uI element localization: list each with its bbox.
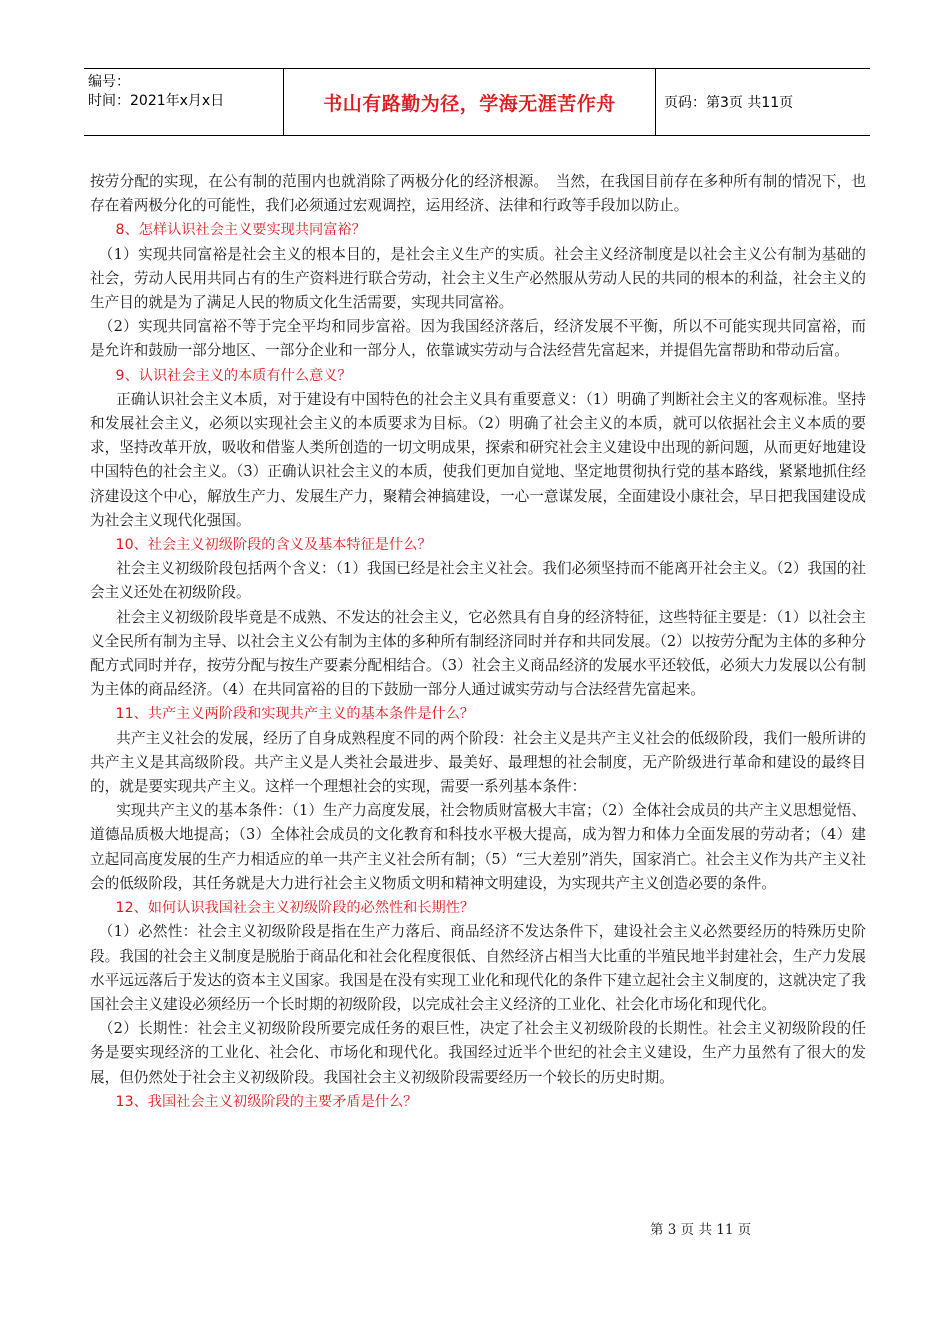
body-paragraph: 社会主义初级阶段毕竟是不成熟、不发达的社会主义，它必然具有自身的经济特征，这些特征主要是：（1）以社会主义全民所有制为主导、以社会主义公有制为主体的多种所有制经济同时并存和共同发展。（2）以按劳分配为主体的多种分配方式同时并存，按劳分配与按生产要素分配相结合。（3）社会主义商品经济的发展水平还较低，必须大力发展以公有制为主体的商品经济。（4）在共同富裕的目的下鼓励一部分人通过诚实劳动与合法经营先富起来。 — [90, 608, 866, 699]
question-heading: 9、认识社会主义的本质有什么意义？ — [115, 367, 352, 384]
document-time-label: 时间：2021年x月x日 — [88, 93, 225, 109]
body-paragraph: （1）实现共同富裕是社会主义的根本目的，是社会主义生产的实质。社会主义经济制度是以社会主义公有制为基础的社会，劳动人民用共同占有的生产资料进行联合劳动，社会主义生产必然服从劳动人民的共同的根本的利益，社会主义的生产目的就是为了满足人民的物质文化生活需要，实现共同富裕。 — [90, 245, 866, 312]
question-heading: 13、我国社会主义初级阶段的主要矛盾是什么？ — [115, 1093, 418, 1110]
body-paragraph: 社会主义初级阶段包括两个含义：（1）我国已经是社会主义社会。我们必须坚持而不能离开社会主义。（2）我国的社会主义还处在初级阶段。 — [90, 560, 866, 602]
page-footer: 第 3 页 共 11 页 — [650, 1222, 752, 1238]
body-paragraph: 共产主义社会的发展，经历了自身成熟程度不同的两个阶段：社会主义是共产主义社会的低级阶段，我们一般所讲的共产主义是其高级阶段。共产主义是人类社会最进步、最美好、最理想的社会制度，无产阶级进行革命和建设的最终目的，就是要实现共产主义。这样一个理想社会的实现，需要一系列基本条件： — [90, 729, 866, 796]
body-paragraph: （1）必然性：社会主义初级阶段是指在生产力落后、商品经济不发达条件下，建设社会主义必然要经历的特殊历史阶段。我国的社会主义制度是脱胎于商品化和社会化程度很低、自然经济占相当大比重的半殖民地半封建社会，生产力发展水平远远落后于发达的资本主义国家。我国是在没有实现工业化和现代化的条件下建立起社会主义制度的，这就决定了我国社会主义建设必须经历一个长时期的初级阶段，以完成社会主义经济的工业化、社会化市场化和现代化。 — [90, 923, 866, 1013]
header-left-cell — [84, 69, 284, 135]
header-motto: 书山有路勤为径，学海无涯苦作舟 — [284, 69, 656, 135]
body-paragraph: 正确认识社会主义本质，对于建设有中国特色的社会主义具有重要意义：（1）明确了判断社会主义的客观标准。坚持和发展社会主义，必须以实现社会主义的本质要求为目标。（2）明确了社会主义的本质，就可以依据社会主义本质的要求，坚持改革开放，吸收和借鉴人类所创造的一切文明成果，探索和研究社会主义建设中出现的新问题，从而更好地建设中国特色的社会主义。（3）正确认识社会主义的本质，使我们更加自觉地、坚定地贯彻执行党的基本路线，紧紧地抓住经济建设这个中心，解放生产力、发展生产力，聚精会神搞建设，一心一意谋发展，全面建设小康社会，早日把我国建设成为社会主义现代化强国。 — [90, 390, 866, 529]
header-table — [84, 68, 870, 136]
question-heading: 11、共产主义两阶段和实现共产主义的基本条件是什么？ — [115, 706, 475, 723]
question-heading: 10、社会主义初级阶段的含义及基本特征是什么？ — [115, 537, 432, 554]
body-paragraph: （2）实现共同富裕不等于完全平均和同步富裕。因为我国经济落后，经济发展不平衡，所以不可能实现共同富裕，而是允许和鼓励一部分地区、一部分企业和一部分人，依靠诚实劳动与合法经营先富起来，并提倡先富帮助和带动后富。 — [90, 318, 866, 360]
question-heading: 12、如何认识我国社会主义初级阶段的必然性和长期性？ — [115, 900, 475, 917]
question-heading: 8、怎样认识社会主义要实现共同富裕？ — [115, 222, 366, 239]
body-paragraph: （2）长期性：社会主义初级阶段所要完成任务的艰巨性，决定了社会主义初级阶段的长期性。社会主义初级阶段的任务是要实现经济的工业化、社会化、市场化和现代化。我国经过近半个世纪的社会主义建设，生产力虽然有了很大的发展，但仍然处于社会主义初级阶段。我国社会主义初级阶段需要经历一个较长的历史时期。 — [90, 1020, 866, 1086]
document-number-label: 编号： — [88, 74, 130, 90]
document-body — [90, 170, 866, 1114]
body-paragraph: 实现共产主义的基本条件：（1）生产力高度发展，社会物质财富极大丰富；（2）全体社会成员的共产主义思想觉悟、道德品质极大地提高；（3）全体社会成员的文化教育和科技水平极大提高，成为智力和体力全面发展的劳动者；（4）建立起同高度发展的生产力相适应的单一共产主义社会所有制；（5）“三大差别”消失，国家消亡。社会主义作为共产主义社会的低级阶段，其任务就是大力进行社会主义物质文明和精神文明建设，为实现共产主义创造必要的条件。 — [90, 802, 866, 892]
body-paragraph: 按劳分配的实现，在公有制的范围内也就消除了两极分化的经济根源。 当然，在我国目前存在多种所有制的情况下，也存在着两极分化的可能性，我们必须通过宏观调控，运用经济、法律和行政等手段加以防止。 — [90, 173, 866, 215]
header-page-label: 页码：第3页 共11页 — [664, 95, 794, 111]
